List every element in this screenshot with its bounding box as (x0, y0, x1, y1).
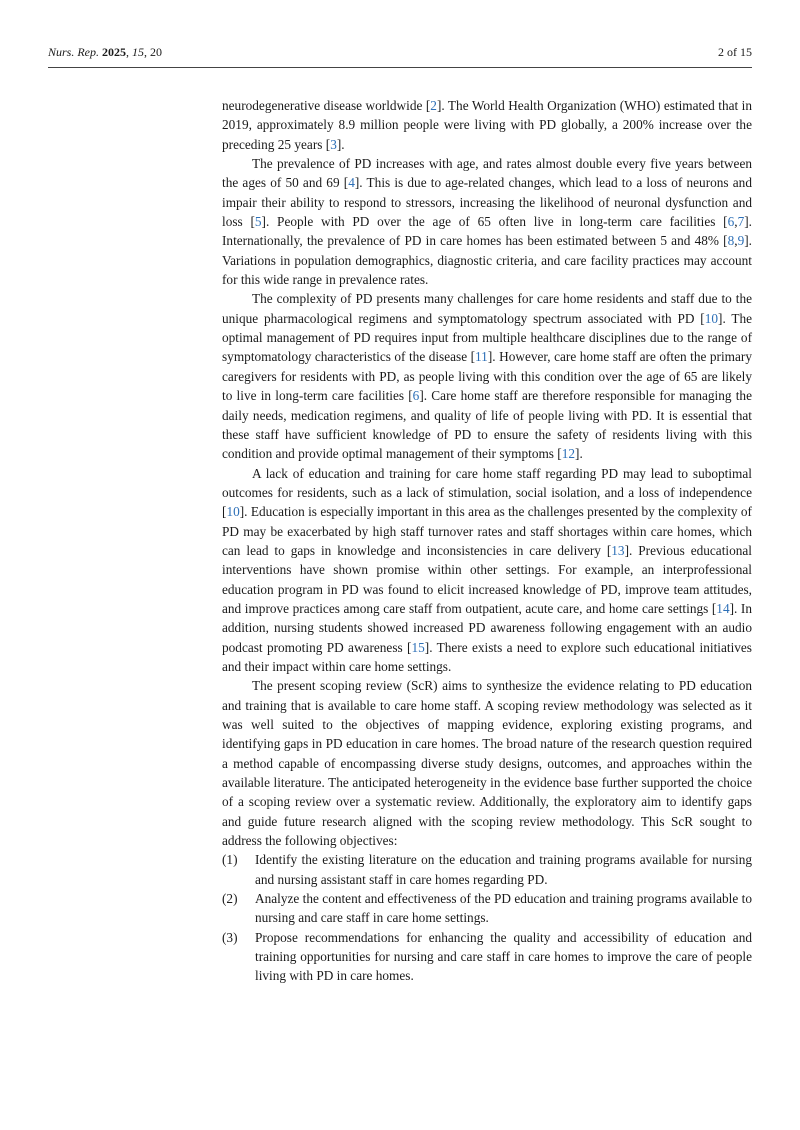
list-item (222, 928, 752, 986)
citation-link[interactable]: 6 (727, 214, 735, 230)
list-number: (1) (222, 852, 238, 868)
separator: , (126, 45, 132, 59)
citation-link[interactable]: 6 (412, 388, 420, 404)
citation-link[interactable]: 10 (226, 504, 240, 520)
text-segment: ]. The World Health Organization (WHO) estimated that in 2019, approximately 8.9 million people were living with PD globally, a 200% increase over the preceding 25 years [ (222, 98, 752, 152)
list-item (222, 850, 752, 889)
journal-year: 2025 (102, 45, 126, 59)
paragraph (222, 96, 752, 154)
citation-link[interactable]: 12 (561, 446, 576, 462)
text-segment: , (734, 214, 738, 230)
running-header (48, 44, 752, 64)
text-segment: ]. Care home staff are therefore responsible for managing the daily needs, medication regimens, and quality of life of people living with PD. It is essential that these staff have sufficient knowledge of PD to ensure the safety of residents living with this condition and provide optimal management of their symptoms [ (222, 388, 752, 462)
text-segment: The complexity of PD presents many challenges for care home residents and staff due to the unique pharmacological regimens and symptomatology spectrum associated with PD [ (222, 291, 752, 326)
list-number: (3) (222, 929, 238, 945)
list-item (222, 889, 752, 928)
text-segment: ]. Internationally, the prevalence of PD in care homes has been estimated between 5 and 48% [ (222, 214, 752, 249)
journal-volume: 15 (132, 45, 144, 59)
paragraph (222, 676, 752, 850)
citation-link[interactable]: 5 (254, 214, 262, 230)
text-segment: ]. The optimal management of PD requires input from multiple healthcare disciplines due to the range of symptomatology characteristics of the disease [ (222, 310, 752, 365)
separator: , (144, 45, 150, 59)
text-segment: ]. This is due to age-related changes, which lead to a loss of neurons and impair their ability to respond to stressors, increasing the likelihood of neuronal dysfunction and loss [ (222, 175, 752, 230)
text-segment: ]. Previous educational interventions have shown promise within other settings. For example, an interprofessional education program in PD was found to elicit increased knowledge of PD, improve team attitudes, and improve practices among care staff from outpatient, acute care, and home care settings [ (222, 542, 752, 616)
list-text: Propose recommendations for enhancing the quality and accessibility of education and training opportunities for nursing and care staff in care homes to improve the care of people living with PD in care homes. (255, 929, 752, 984)
citation-link[interactable]: 14 (716, 600, 730, 616)
body-text (222, 96, 752, 986)
journal-abbrev: Nurs. Rep. (48, 45, 99, 59)
text-segment: ]. People with PD over the age of 65 often live in long-term care facilities [ (261, 214, 728, 230)
text-segment: neurodegenerative disease worldwide [ (222, 98, 431, 113)
paragraph (222, 154, 752, 289)
text-segment: ]. Education is especially important in this area as the challenges presented by the complexity of PD may be exacerbated by high staff turnover rates and staff shortages within care homes, which can lead to gaps in knowledge and inconsistencies in care delivery [ (222, 504, 752, 558)
citation-link[interactable]: 7 (737, 214, 745, 230)
objectives-list (222, 850, 752, 985)
text-segment: The prevalence of PD increases with age, and rates almost double every five years between the ages of 50 and 69 [ (222, 156, 752, 191)
citation-link[interactable]: 3 (330, 136, 337, 152)
citation-link[interactable]: 4 (348, 175, 355, 191)
citation-link[interactable]: 8 (727, 233, 735, 249)
text-segment: ]. Variations in population demographics, diagnostic criteria, and care facility practices may account for this wide range in prevalence rates. (222, 233, 752, 288)
text-segment: ]. There exists a need to explore such educational initiatives and their impact within care home settings. (222, 639, 752, 674)
text-segment: ]. However, care home staff are often the primary caregivers for residents with PD, as people living with this condition over the age of 65 are likely to live in long-term care facilities [ (222, 349, 752, 404)
citation-link[interactable]: 9 (737, 233, 745, 249)
text-segment: A lack of education and training for care home staff regarding PD may lead to suboptimal outcomes for residents, such as a lack of stimulation, social isolation, and a loss of independence [ (222, 465, 752, 520)
text-segment: , (734, 233, 738, 249)
paragraph (222, 464, 752, 677)
list-number: (2) (222, 891, 238, 907)
page-number: 2 of 15 (718, 45, 752, 59)
list-text: Analyze the content and effectiveness of the PD education and training programs available to nursing and care staff in care home settings. (255, 891, 752, 926)
text-segment: ]. In addition, nursing students showed increased PD awareness following engagement with an audio podcast promoting PD awareness [ (222, 600, 752, 655)
text-segment: The present scoping review (ScR) aims to synthesize the evidence relating to PD education and training that is available to care home staff. A scoping review methodology was selected as it was well suited to the objectives of mapping evidence, exploring existing programs, and identifying gaps in PD education in care homes. The broad nature of the research question required a method capable of encompassing diverse study designs, outcomes, and approaches within the available literature. The anticipated heterogeneity in the evidence base further supported the choice of a scoping review over a systematic review. Additionally, the exploratory aim to identify gaps and guide future research aligned with the scoping review methodology. This ScR sought to address the following objectives: (222, 678, 752, 849)
text-segment: ]. (575, 446, 583, 462)
text-segment: ]. (336, 136, 345, 152)
citation-link[interactable]: 10 (704, 310, 719, 326)
list-text: Identify the existing literature on the education and training programs available for nursing and nursing assistant staff in care homes regarding PD. (255, 852, 752, 887)
journal-citation (48, 44, 162, 60)
citation-link[interactable]: 15 (411, 639, 425, 655)
header-rule (48, 67, 752, 68)
citation-link[interactable]: 11 (475, 349, 488, 365)
citation-link[interactable]: 13 (611, 542, 625, 558)
citation-link[interactable]: 2 (430, 98, 437, 113)
paragraph (222, 289, 752, 463)
article-number: 20 (150, 45, 162, 59)
